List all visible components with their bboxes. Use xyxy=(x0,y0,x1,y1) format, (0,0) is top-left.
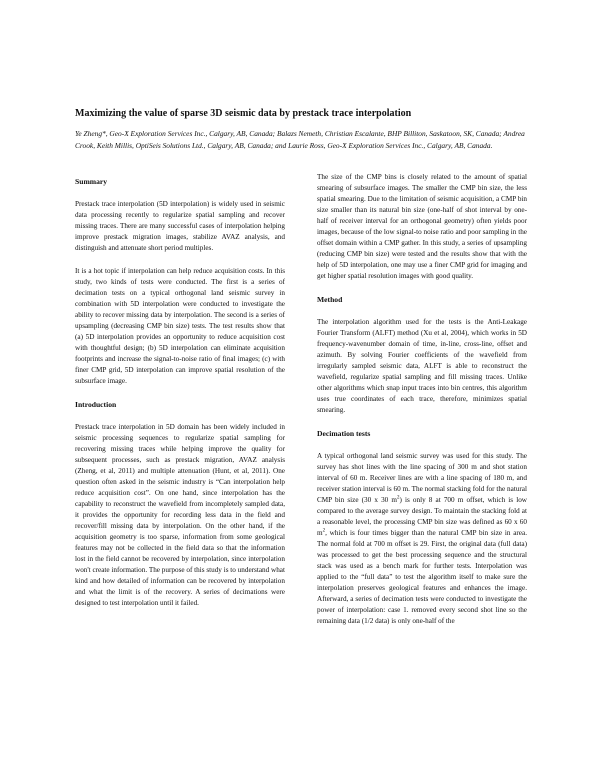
left-column xyxy=(75,176,285,621)
method-heading: Method xyxy=(317,295,343,304)
summary-paragraph-1: Prestack trace interpolation (5D interpolation) is widely used in seismic data processing recently to regularize spatial sampling and recover missing traces. There are many successful cases of interpolation helping improve prestack migration images, stabilize AVAZ analysis, and distinguish and attenuate short period multiples. xyxy=(75,200,285,252)
paper-title: Maximizing the value of sparse 3D seismic data by prestack trace interpolation xyxy=(75,108,412,119)
method-paragraph-1: The interpolation algorithm used for the tests is the Anti-Leakage Fourier Transform (ALFT) method (Xu et al, 2004), which works in 5D frequency-wavenumber domain of time, in-line, cross-line, offset and azimuth. By solving Fourier coefficients of the wavefield from irregularly sampled seismic data, ALFT is able to reconstruct the wavefield, regularize spatial sampling and fill missing traces. Unlike other algorithms which snap input traces into bin centres, this algorithm uses true coordinates of each trace, therefore, minimizes spatial smearing. xyxy=(317,318,527,414)
decimation-text-a: A typical orthogonal land seismic survey was used for this study. The survey has shot lines with the line spacing of 300 m and shot station interval of 60 m. Receiver lines are with a line spacing of 180 m, and receiver station interval is 60 m. The normal stacking fold for the natural CMP bin size (30 x 30 m xyxy=(317,452,527,504)
cmp-bin-paragraph: The size of the CMP bins is closely related to the amount of spatial smearing of subsurface images. The smaller the CMP bin size, the less spatial smearing. Due to the limitation of seismic acquisition, a CMP bin size smaller than its natural bin size (one-half of shot interval by one-half of receiver interval for an orthogonal geometry) often yields poor images, because of the low signal-to noise ratio and poor sampling in the offset domain within a CMP gather. In this study, a series of upsampling (reducing CMP bin size) were tested and the results show that with the help of 5D interpolation, one may use a finer CMP grid for imaging and get higher spatial resolution images with good quality. xyxy=(317,173,527,280)
summary-paragraph-2: It is a hot topic if interpolation can help reduce acquisition costs. In this study, two kinds of tests were conducted. The first is a series of decimation tests on a typical orthogonal land seismic survey in combination with 5D interpolation were conducted to investigate the ability to recover missing data by interpolation. The second is a series of upsampling (decreasing CMP bin size) tests. The test results show that (a) 5D interpolation provides an opportunity to reduce acquisition cost with thoughtful design; (b) 5D interpolation can eliminate acquisition footprints and increase the signal-to-noise ratio of final images; (c) with finer CMP grid, 5D interpolation can improve spatial resolution of the subsurface image. xyxy=(75,267,285,385)
decimation-text-b: ) is only 8 at 700 m offset, which is low compared to the average survey design. To maintain the stacking fold at a reasonable level, the processing CMP bin size was defined as 60 x 60 m xyxy=(317,496,527,537)
introduction-heading: Introduction xyxy=(75,400,117,409)
author-list: Ye Zheng*, Geo-X Exploration Services Inc., Calgary, AB, Canada; Balazs Nemeth, Christian Escalante, BHP Billiton, Saskatoon, SK, Canada; Andrea Crook, Keith Millis, OptiSeis Solutions Ltd., Calgary, AB, Canada; and Laurie Ross, Geo-X Exploration Services Inc., Calgary, AB, Canada. xyxy=(75,129,525,150)
introduction-paragraph-1: Prestack trace interpolation in 5D domain has been widely included in seismic processing sequences to regularize spatial sampling for recovering missing traces while helping improve the quality for subsequent processes, such as prestack migration, AVAZ analysis (Zheng, et al, 2011) and multiple attenuation (Hunt, et al, 2011). One question often asked in the seismic industry is “Can interpolation help reduce acquisition cost”. On one hand, since interpolation has the capability to reconstruct the wavefield from incompletely sampled data, it provides the opportunity for recording less data in the field and recover/fill missing data by interpolation. On the other hand, if the acquisition geometry is too sparse, information from some geological features may not be collected in the field data so that the information lost in the field cannot be recovered by interpolation, since interpolation won't create information. The purpose of this study is to understand what kind and how detailed of information can be recovered by interpolation and what the limit is of the recovery. A series of decimations were designed to test interpolation until it failed. xyxy=(75,423,285,607)
decimation-heading: Decimation tests xyxy=(317,429,371,438)
summary-heading: Summary xyxy=(75,177,108,186)
superscript-b: 2 xyxy=(322,528,326,534)
decimation-paragraph-1 xyxy=(317,451,527,627)
decimation-text-c: , which is four times bigger than the natural CMP bin size in area. The normal fold at 700 m offset is 29. First, the original data (full data) was processed to get the best processing sequence and the structural stack was used as a bench mark for further tests. Interpolation was applied to the “full data” to test the algorithm itself to make sure the interpolation preserves geological features and enhances the image. Afterward, a series of decimation tests were conducted to investigate the power of interpolation: case 1. removed every second shot line so the remaining data (1/2 data) is only one-half of the xyxy=(317,529,527,625)
right-column xyxy=(317,172,527,639)
superscript-a: 2 xyxy=(396,495,400,501)
